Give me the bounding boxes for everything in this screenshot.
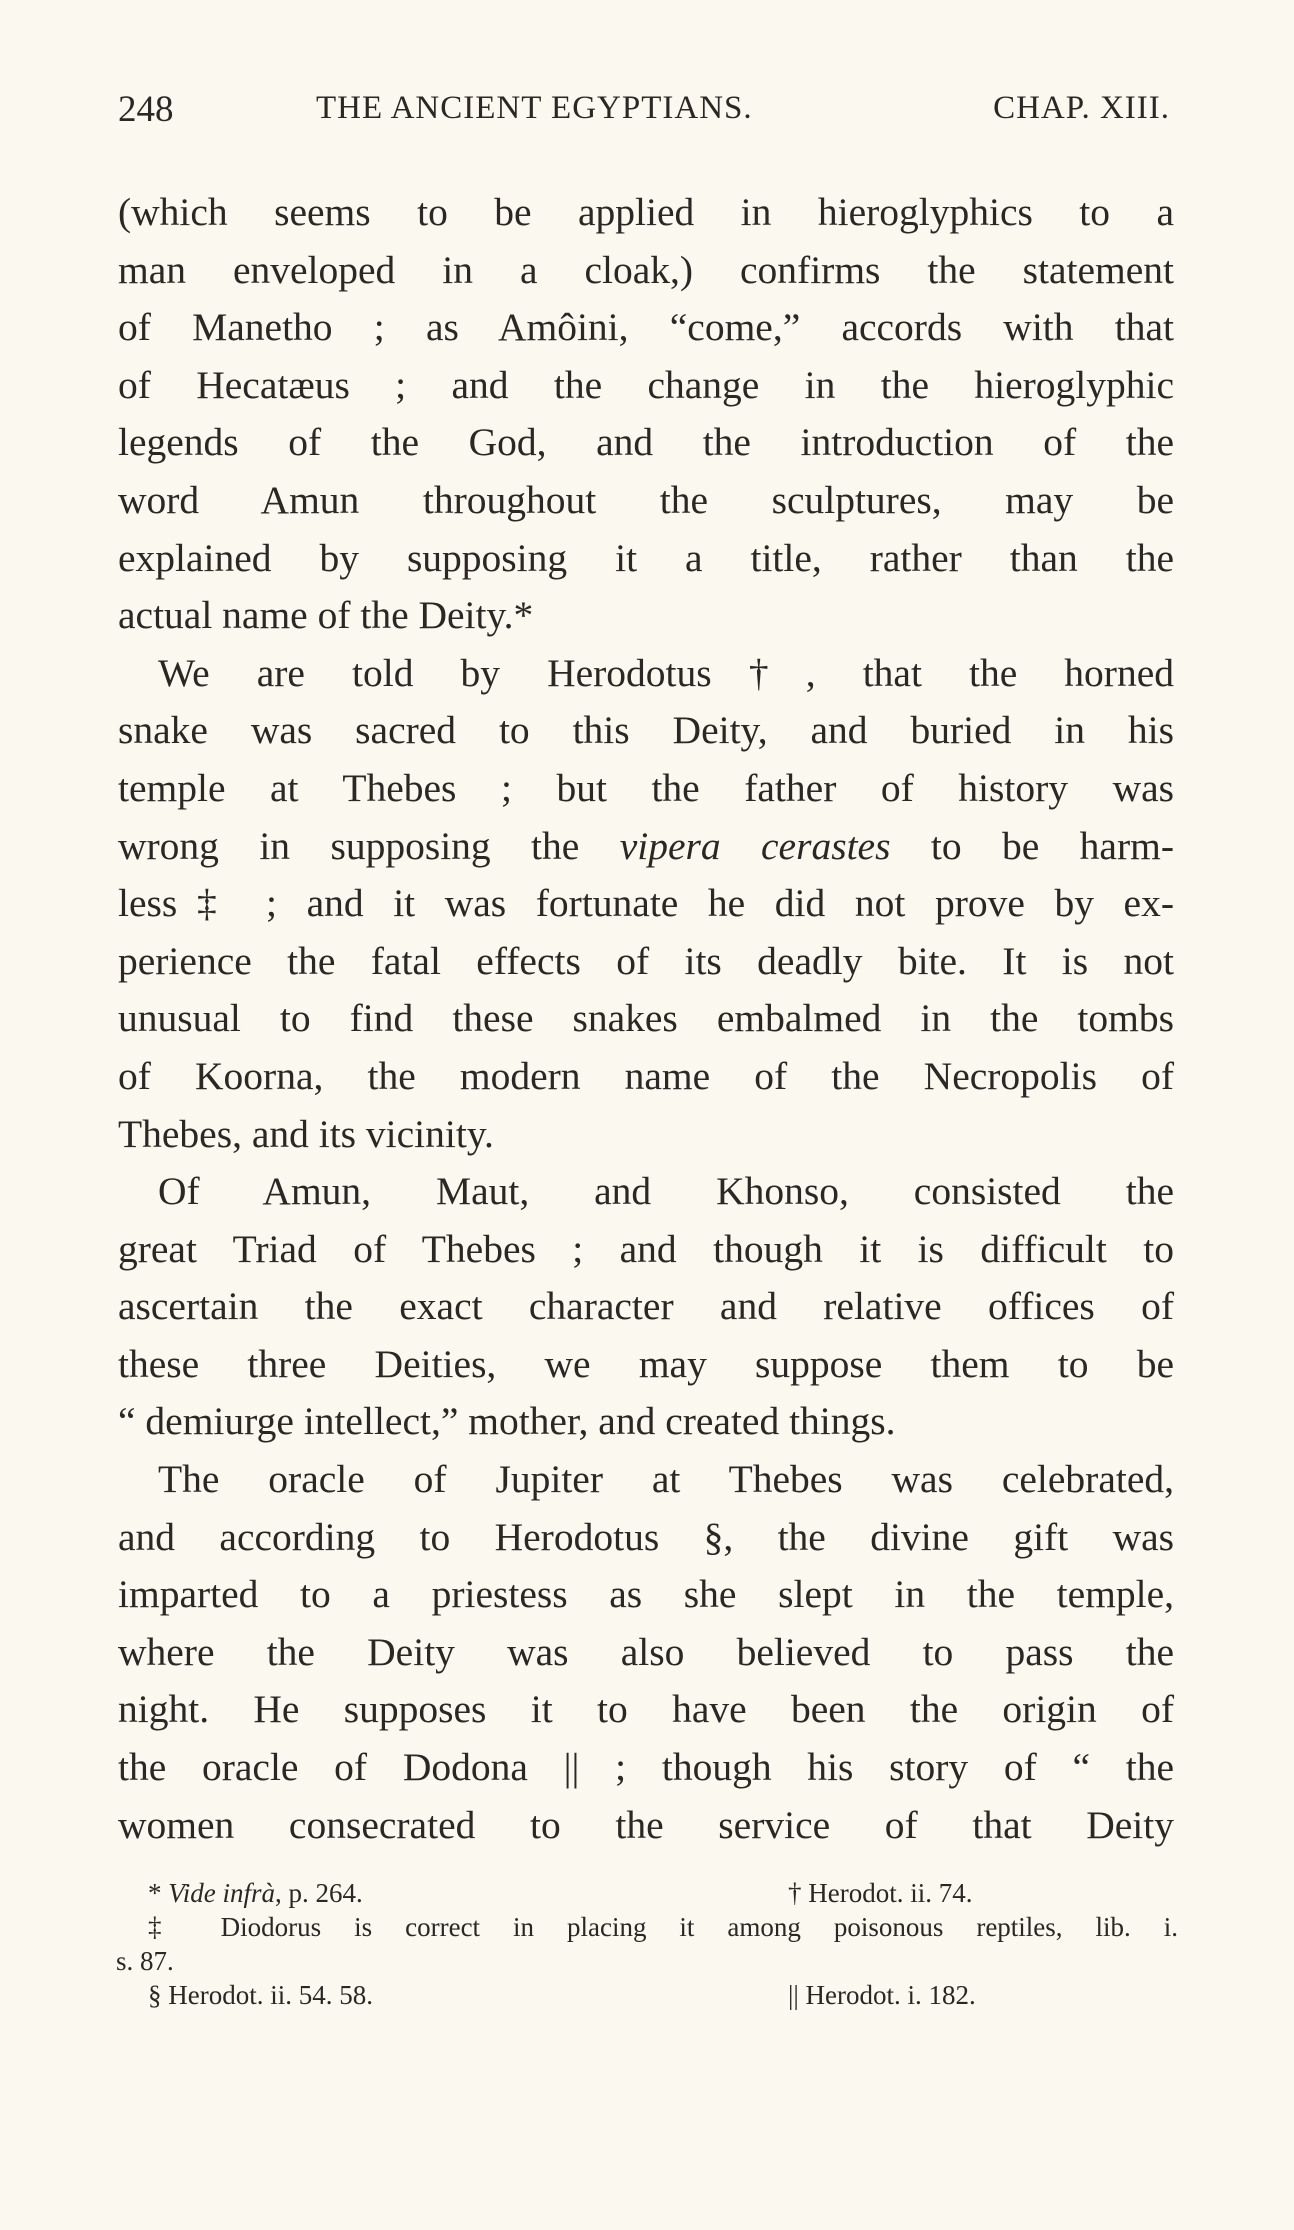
- text-line: man enveloped in a cloak,) confirms the statement: [118, 247, 1174, 292]
- text-line: these three Deities, we may suppose them to be: [118, 1341, 1174, 1386]
- footnote-double-dagger: ‡ Diodorus is correct in placing it among poisonous reptiles, lib. i.: [148, 1912, 1178, 1942]
- footnote-row: [148, 1910, 1178, 1944]
- footnote-row: [148, 1978, 1178, 2012]
- footnotes: [116, 1876, 1178, 2012]
- text-line: perience the fatal effects of its deadly bite. It is not: [118, 938, 1174, 983]
- footnote-continuation: s. 87.: [116, 1946, 174, 1976]
- text-line: Thebes, and its vicinity.: [118, 1111, 494, 1156]
- text-line: less‡ ; and it was fortunate he did not prove by ex-: [118, 881, 1174, 926]
- text-line: snake was sacred to this Deity, and buried in his: [118, 708, 1174, 753]
- footnote-row: [116, 1944, 1178, 1978]
- footnote-star: [148, 1878, 363, 1908]
- text-line: unusual to find these snakes embalmed in the tombs: [118, 996, 1174, 1041]
- text-line-with-italic: [118, 818, 1174, 876]
- text-line: legends of the God, and the introduction of the: [118, 420, 1174, 465]
- text-line: word Amun throughout the sculptures, may be: [118, 477, 1174, 522]
- text-segment: to be harm-: [890, 823, 1174, 868]
- footnote-row: [148, 1876, 1178, 1910]
- footnote-section: § Herodot. ii. 54. 58.: [148, 1980, 373, 2010]
- footnote-dagger: † Herodot. ii. 74.: [788, 1878, 973, 1908]
- text-line: of Koorna, the modern name of the Necropolis of: [118, 1053, 1174, 1098]
- text-line: great Triad of Thebes ; and though it is difficult to: [118, 1226, 1174, 1271]
- page-number: 248: [118, 89, 174, 130]
- chapter-label: CHAP. XIII.: [993, 90, 1170, 126]
- text-line: actual name of the Deity.*: [118, 593, 534, 638]
- text-line: (which seems to be applied in hieroglyphics to a: [118, 190, 1174, 234]
- italic-term: vipera cerastes: [619, 823, 891, 868]
- text-line: and according to Herodotus §, the divine gift was: [118, 1514, 1174, 1559]
- footnote-italic: Vide infrà: [168, 1878, 275, 1908]
- text-line: explained by supposing it a title, rather than the: [118, 535, 1174, 580]
- text-line: Of Amun, Maut, and Khonso, consisted the: [158, 1169, 1174, 1214]
- footnote-mark: *: [148, 1878, 162, 1908]
- text-line: of Hecatæus ; and the change in the hieroglyphic: [118, 362, 1174, 407]
- text-line: The oracle of Jupiter at Thebes was celebrated,: [158, 1457, 1174, 1502]
- text-line: night. He supposes it to have been the origin of: [118, 1687, 1174, 1732]
- footnote-text: , p. 264.: [274, 1878, 363, 1908]
- text-line: the oracle of Dodona || ; though his story of “ the: [118, 1745, 1174, 1790]
- running-title: THE ANCIENT EGYPTIANS.: [316, 90, 753, 126]
- footnote-parallel: || Herodot. i. 182.: [788, 1980, 976, 2010]
- text-segment: wrong in supposing the: [118, 823, 620, 868]
- text-line: We are told by Herodotus†, that the horned: [158, 650, 1174, 695]
- body-text: [118, 184, 1174, 1854]
- text-line: ascertain the exact character and relative offices of: [118, 1284, 1174, 1329]
- text-line: of Manetho ; as Amôini, “come,” accords with that: [118, 305, 1174, 350]
- text-line: “ demiurge intellect,” mother, and created things.: [118, 1399, 896, 1444]
- text-line: imparted to a priestess as she slept in the temple,: [118, 1572, 1174, 1617]
- text-line: women consecrated to the service of that Deity: [118, 1802, 1174, 1847]
- text-line: temple at Thebes ; but the father of history was: [118, 765, 1174, 810]
- text-line: where the Deity was also believed to pass the: [118, 1629, 1174, 1674]
